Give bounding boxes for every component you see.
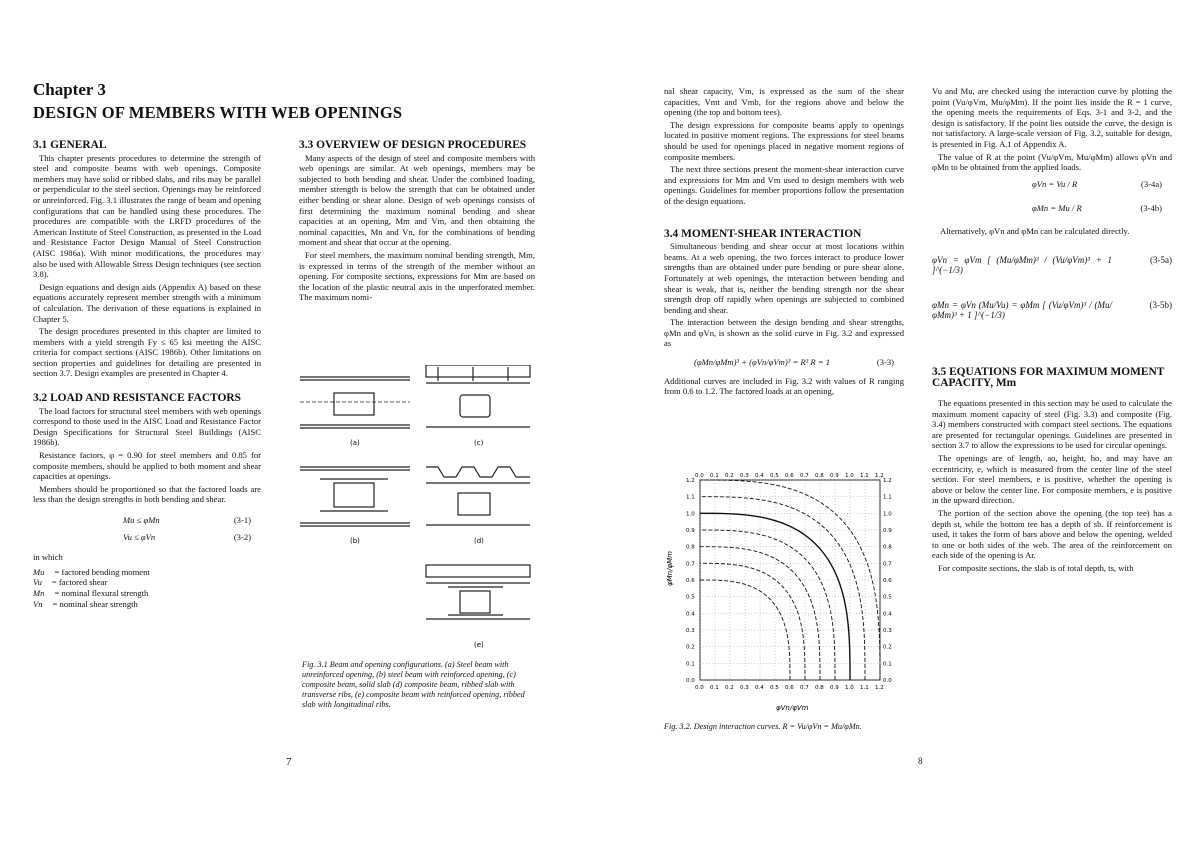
paragraph: Many aspects of the design of steel and composite members with web openings are similar. At web openings, members may be subjected to both bending and shear. Under the combined loading, member strength is below the strength that can be obtained under either bending or shear alone. Design of web openings consists of first determining the maximum nominal bending and shear capacities at an opening, Mm and Vm, and then obtaining the nominal capacities, Mn and Vn, for the combinations of bending moment and shear that occur at the opening. <box>299 152 535 248</box>
x-tick-label-bottom: 1.1 <box>860 685 869 691</box>
fig-label-c: (c) <box>474 439 484 447</box>
figure-3-1-caption: Fig. 3.1 Beam and opening configurations. (a) Steel beam with unreinforced opening, (b) steel beam with reinforced opening, (c) composite beam, solid slab (d) composite beam, ribbed slab with transverse ribs, (e) composite beam with reinforced opening, ribbed slab with longitudinal ribs. <box>302 660 525 709</box>
x-tick-label-bottom: 0.1 <box>710 685 719 691</box>
section-3-4-heading: 3.4 MOMENT-SHEAR INTERACTION <box>664 227 862 240</box>
x-tick-label-top: 0.6 <box>785 473 794 479</box>
y-tick-label-left: 0.7 <box>686 561 695 568</box>
equation-3-1 <box>33 515 261 526</box>
x-tick-label-top: 0.9 <box>830 473 839 479</box>
y-tick-label-left: 0.6 <box>686 578 695 584</box>
paragraph: Resistance factors, φ = 0.90 for steel members and 0.85 for composite members, should be applied to both moment and shear capacities at openings. <box>33 450 261 482</box>
paragraph: The design procedures presented in this chapter are limited to members with a yield strength Fy ≤ 65 ksi meeting the AISC criteria for compact sections (AISC 1986b). Other limitations on section properties and guidelines for detailing are presented in section 3.7. Design examples are presented in Chapter 4. <box>33 326 261 379</box>
definition-text: = nominal flexural strength <box>54 587 149 598</box>
definition-symbol: Mn <box>33 587 45 598</box>
x-tick-label-bottom: 1.2 <box>875 685 884 691</box>
equation-number: (3-5b) <box>1149 299 1172 310</box>
fig-label-e: (e) <box>474 641 484 649</box>
paragraph: nal shear capacity, Vm, is expressed as the sum of the shear capacities, Vmt and Vmb, for the regions above and below the opening (the top and bottom tees). <box>664 86 904 118</box>
section-3-5-heading: 3.5 EQUATIONS FOR MAXIMUM MOMENT CAPACITY, Mm <box>932 365 1165 389</box>
x-tick-label-top: 1.1 <box>860 473 869 479</box>
equation-expr: φMn = φVn (Mu/Vu) = φMm [ (Vu/φVm)³ / (Mu/φMm)³ + 1 ]^(−1/3) <box>932 299 1112 321</box>
x-tick-label-top: 0.5 <box>770 473 779 479</box>
y-tick-label-right: 0.6 <box>883 578 892 584</box>
page-number-7: 7 <box>286 756 292 768</box>
definition-text: = nominal shear strength <box>52 598 138 609</box>
interaction-chart <box>664 470 908 720</box>
paragraph: Simultaneous bending and shear occur at most locations within beams. At a web opening, the two forces interact to produce lower strengths than are obtained under pure bending or pure shear alone. Fortunately at web openings, the interaction between bending and shear is weak, that is, neither the bending strength nor the shear strength drop off rapidly when openings are subjected to combined bending and shear. <box>664 241 904 315</box>
definition-symbol: Vn <box>33 598 43 609</box>
paragraph: Design equations and design aids (Appendix A) based on these equations accurately represent member strength with a minimum of calculation. The derivation of these equations is explained in Chapter 5. <box>33 281 261 324</box>
equation-number: (3-5a) <box>1150 254 1172 265</box>
y-tick-label-left: 0.8 <box>686 544 695 551</box>
equation-3-2 <box>33 532 261 543</box>
interaction-curve-1-1 <box>700 497 865 680</box>
paragraph: The value of R at the point (Vu/φVm, Mu/φMm) allows φVn and φMn to be obtained from the applied loads. <box>932 151 1172 173</box>
y-tick-label-left: 0.2 <box>686 644 695 651</box>
paragraph: The portion of the section above the opening (the top tee) has a depth st, while the bottom tee has a depth of sb. If reinforcement is used, it takes the form of bars above and below the opening, welded to one or both sides of the web. The area of the reinforcement on each side of the opening is Ar. <box>932 508 1172 561</box>
y-tick-label-left: 0.9 <box>686 528 695 534</box>
x-tick-label-bottom: 0.5 <box>770 685 779 691</box>
x-tick-label-top: 1.0 <box>845 473 854 479</box>
chart-grid <box>700 480 880 680</box>
x-tick-label-top: 0.4 <box>755 473 764 479</box>
chart-x-label: φVn/φVm <box>776 704 809 712</box>
beam-sketch-e <box>426 565 530 619</box>
chapter-label: Chapter 3 <box>33 80 106 99</box>
y-tick-label-right: 0.5 <box>883 594 892 601</box>
chapter-title: DESIGN OF MEMBERS WITH WEB OPENINGS <box>33 103 403 122</box>
x-tick-label-bottom: 0.9 <box>830 685 839 691</box>
x-tick-label-top: 0.1 <box>710 473 719 479</box>
definition-row <box>33 599 261 610</box>
x-tick-label-bottom: 0.3 <box>740 685 749 691</box>
equation-expr: Vu ≤ φVn <box>123 531 156 542</box>
y-tick-label-left: 1.0 <box>686 511 695 518</box>
equation-3-3 <box>664 357 904 368</box>
beam-sketch-d <box>426 467 530 525</box>
x-tick-label-bottom: 0.7 <box>800 685 809 691</box>
x-tick-label-top: 0.3 <box>740 473 749 479</box>
beam-sketch-c <box>426 365 530 427</box>
y-tick-label-right: 0.1 <box>883 661 892 668</box>
figure-3-1-beam-sketches <box>298 365 534 655</box>
x-tick-label-bottom: 0.0 <box>695 685 704 691</box>
paragraph: The design expressions for composite beams apply to openings located in positive moment regions. The expressions for steel beams should be used for openings placed in negative moment regions of composite members. <box>664 119 904 162</box>
equation-expr: φMn = Mu / R <box>1032 203 1082 214</box>
definition-row <box>33 588 261 599</box>
y-tick-label-left: 0.3 <box>686 628 695 634</box>
equation-number: (3-4a) <box>1141 178 1162 189</box>
symbol-definitions <box>33 567 261 609</box>
y-tick-label-right: 1.1 <box>883 494 892 501</box>
paragraph: The interaction between the design bending and shear strengths, φMn and φVn, is shown as the solid curve in Fig. 3.2 and expressed as <box>664 317 904 349</box>
y-tick-label-left: 1.2 <box>686 478 695 484</box>
y-tick-label-right: 0.7 <box>883 561 892 568</box>
paragraph: This chapter presents procedures to determine the strength of steel and composite beams with web openings. Composite members may have solid or ribbed slabs, and ribs may be parallel or perpendicular to the steel section. Openings may be reinforced or unreinforced. Fig. 3.1 illustrates the range of beam and opening configurations that can be handled using these procedures. The procedures are compatible with the LRFD procedures of the American Institute of Steel Construction, as presented in the Load and Resistance Factor Design Manual of Steel Construction (AISC 1986a). With minor modifications, the procedures may also be used with Allowable Stress Design techniques (see section 3.8). <box>33 152 261 280</box>
x-tick-label-top: 1.2 <box>875 473 884 479</box>
x-tick-label-top: 0.2 <box>725 473 734 479</box>
equation-3-4b <box>932 203 1172 214</box>
interaction-curve-0-7 <box>700 563 805 680</box>
y-tick-label-right: 0.0 <box>883 678 892 684</box>
beam-sketch-b <box>300 467 410 526</box>
paragraph: Members should be proportioned so that the factored loads are less than the design strengths in both bending and shear. <box>33 483 261 505</box>
page7-column1 <box>33 140 261 609</box>
x-tick-label-top: 0.7 <box>800 473 809 479</box>
page-number-8: 8 <box>918 756 923 766</box>
definition-row <box>33 577 261 588</box>
equation-number: (3-3) <box>876 357 894 368</box>
beam-sketch-a <box>300 377 410 428</box>
x-tick-label-top: 0.0 <box>695 473 704 479</box>
paragraph: The openings are of length, ao, height, ho, and may have an eccentricity, e, which is measured from the center line of the steel section. For steel members, e is positive, whether the opening is above or below the center line. For composite members, e is positive in the upward direction. <box>932 453 1172 506</box>
paragraph: The equations presented in this section may be used to calculate the maximum moment capacity of steel (Fig. 3.3) and composite (Fig. 3.4) members constructed with compact steel sections. The equations are presented for rectangular openings. Guidelines are presented in section 3.7 to allow the expressions to be used for circular openings. <box>932 398 1172 451</box>
chart-ticks <box>686 473 892 691</box>
y-tick-label-left: 0.5 <box>686 594 695 601</box>
x-tick-label-bottom: 0.2 <box>725 685 734 691</box>
y-tick-label-right: 0.8 <box>883 544 892 551</box>
equation-expr: φVn = φVm [ (Mu/φMm)³ / (Vu/φVm)³ + 1 ]^(−1/3) <box>932 254 1112 276</box>
page8-column1 <box>664 86 904 399</box>
x-tick-label-bottom: 1.0 <box>845 685 854 691</box>
y-tick-label-right: 1.0 <box>883 511 892 518</box>
y-tick-label-left: 0.0 <box>686 678 695 684</box>
y-tick-label-right: 0.3 <box>883 628 892 634</box>
paragraph: Additional curves are included in Fig. 3.2 with values of R ranging from 0.6 to 1.2. The factored loads at an opening, <box>664 375 904 397</box>
y-tick-label-right: 0.2 <box>883 644 892 651</box>
paragraph: For composite sections, the slab is of total depth, ts, with <box>938 563 1134 573</box>
y-tick-label-right: 0.9 <box>883 528 892 534</box>
fig-label-a: (a) <box>350 439 360 447</box>
page8-column2 <box>932 86 1172 576</box>
equation-3-5b <box>932 300 1172 321</box>
page7-column2 <box>299 140 535 305</box>
equation-number: (3-1) <box>233 515 251 525</box>
equation-number: (3-4b) <box>1140 203 1162 214</box>
paragraph: For steel members, the maximum nominal bending strength, Mm, is expressed in terms of the strength of the member without an opening. For composite sections, expressions for Mm are based on the location of the plastic neutral axis in the unperforated member. The maximum nomi- <box>299 249 535 303</box>
y-tick-label-left: 0.1 <box>686 661 695 668</box>
equation-3-5a <box>932 255 1172 276</box>
equation-number: (3-2) <box>233 531 251 542</box>
x-tick-label-bottom: 0.4 <box>755 685 764 691</box>
alternative-text: Alternatively, φVn and φMn can be calculated directly. <box>940 225 1130 236</box>
definition-symbol: Vu <box>33 577 42 588</box>
paragraph: The load factors for structural steel members with web openings correspond to those used in the AISC Load and Resistance Factor Design Specifications for Structural Steel Buildings (AISC 1986b). <box>33 405 261 448</box>
paragraph: The next three sections present the moment-shear interaction curve and expressions for Mm and Vm used to design members with web openings. Guidelines for member proportions follow the presentation of the design equations. <box>664 164 904 206</box>
definition-row <box>33 567 261 578</box>
interaction-curve-0-9 <box>700 530 835 680</box>
paragraph: Vu and Mu, are checked using the interaction curve by plotting the point (Vu/φVm, Mu/φMm). If the point lies inside the R = 1 curve, the opening meets the requirements of Eqs. 3-1 and 3-2, and the design is satisfactory. If the point lies outside the curve, the design is not satisfactory. A large-scale version of Fig. 3.2, suitable for design, is presented in Fig. A.1 of Appendix A. <box>932 86 1172 149</box>
x-tick-label-bottom: 0.8 <box>815 685 824 691</box>
definition-text: = factored shear <box>51 577 108 588</box>
definition-symbol: Mu <box>33 566 45 577</box>
equation-expr: (φMn/φMm)³ + (φVn/φVm)³ = R³ R = 1 <box>694 357 831 368</box>
fig-label-b: (b) <box>350 537 360 545</box>
equation-expr: Mu ≤ φMn <box>123 515 160 525</box>
chart-y-label: φMn/φMm <box>666 551 674 586</box>
y-tick-label-right: 0.4 <box>883 611 892 618</box>
in-which-label: in which <box>33 552 63 563</box>
y-tick-label-left: 0.4 <box>686 611 695 618</box>
equation-3-4a <box>932 179 1172 190</box>
x-tick-label-bottom: 0.6 <box>785 685 794 691</box>
y-tick-label-left: 1.1 <box>686 494 695 501</box>
fig-label-d: (d) <box>474 537 484 545</box>
section-3-3-heading: 3.3 OVERVIEW OF DESIGN PROCEDURES <box>299 139 527 151</box>
figure-3-2-caption: Fig. 3.2. Design interaction curves. R = Vu/φVn = Mu/φMn. <box>664 722 862 731</box>
definition-text: = factored bending moment <box>54 566 150 577</box>
y-tick-label-right: 1.2 <box>883 478 892 484</box>
section-3-1-heading: 3.1 GENERAL <box>33 139 107 151</box>
equation-expr: φVn = Vu / R <box>1032 178 1078 189</box>
x-tick-label-top: 0.8 <box>815 473 824 479</box>
section-3-2-heading: 3.2 LOAD AND RESISTANCE FACTORS <box>33 392 241 405</box>
